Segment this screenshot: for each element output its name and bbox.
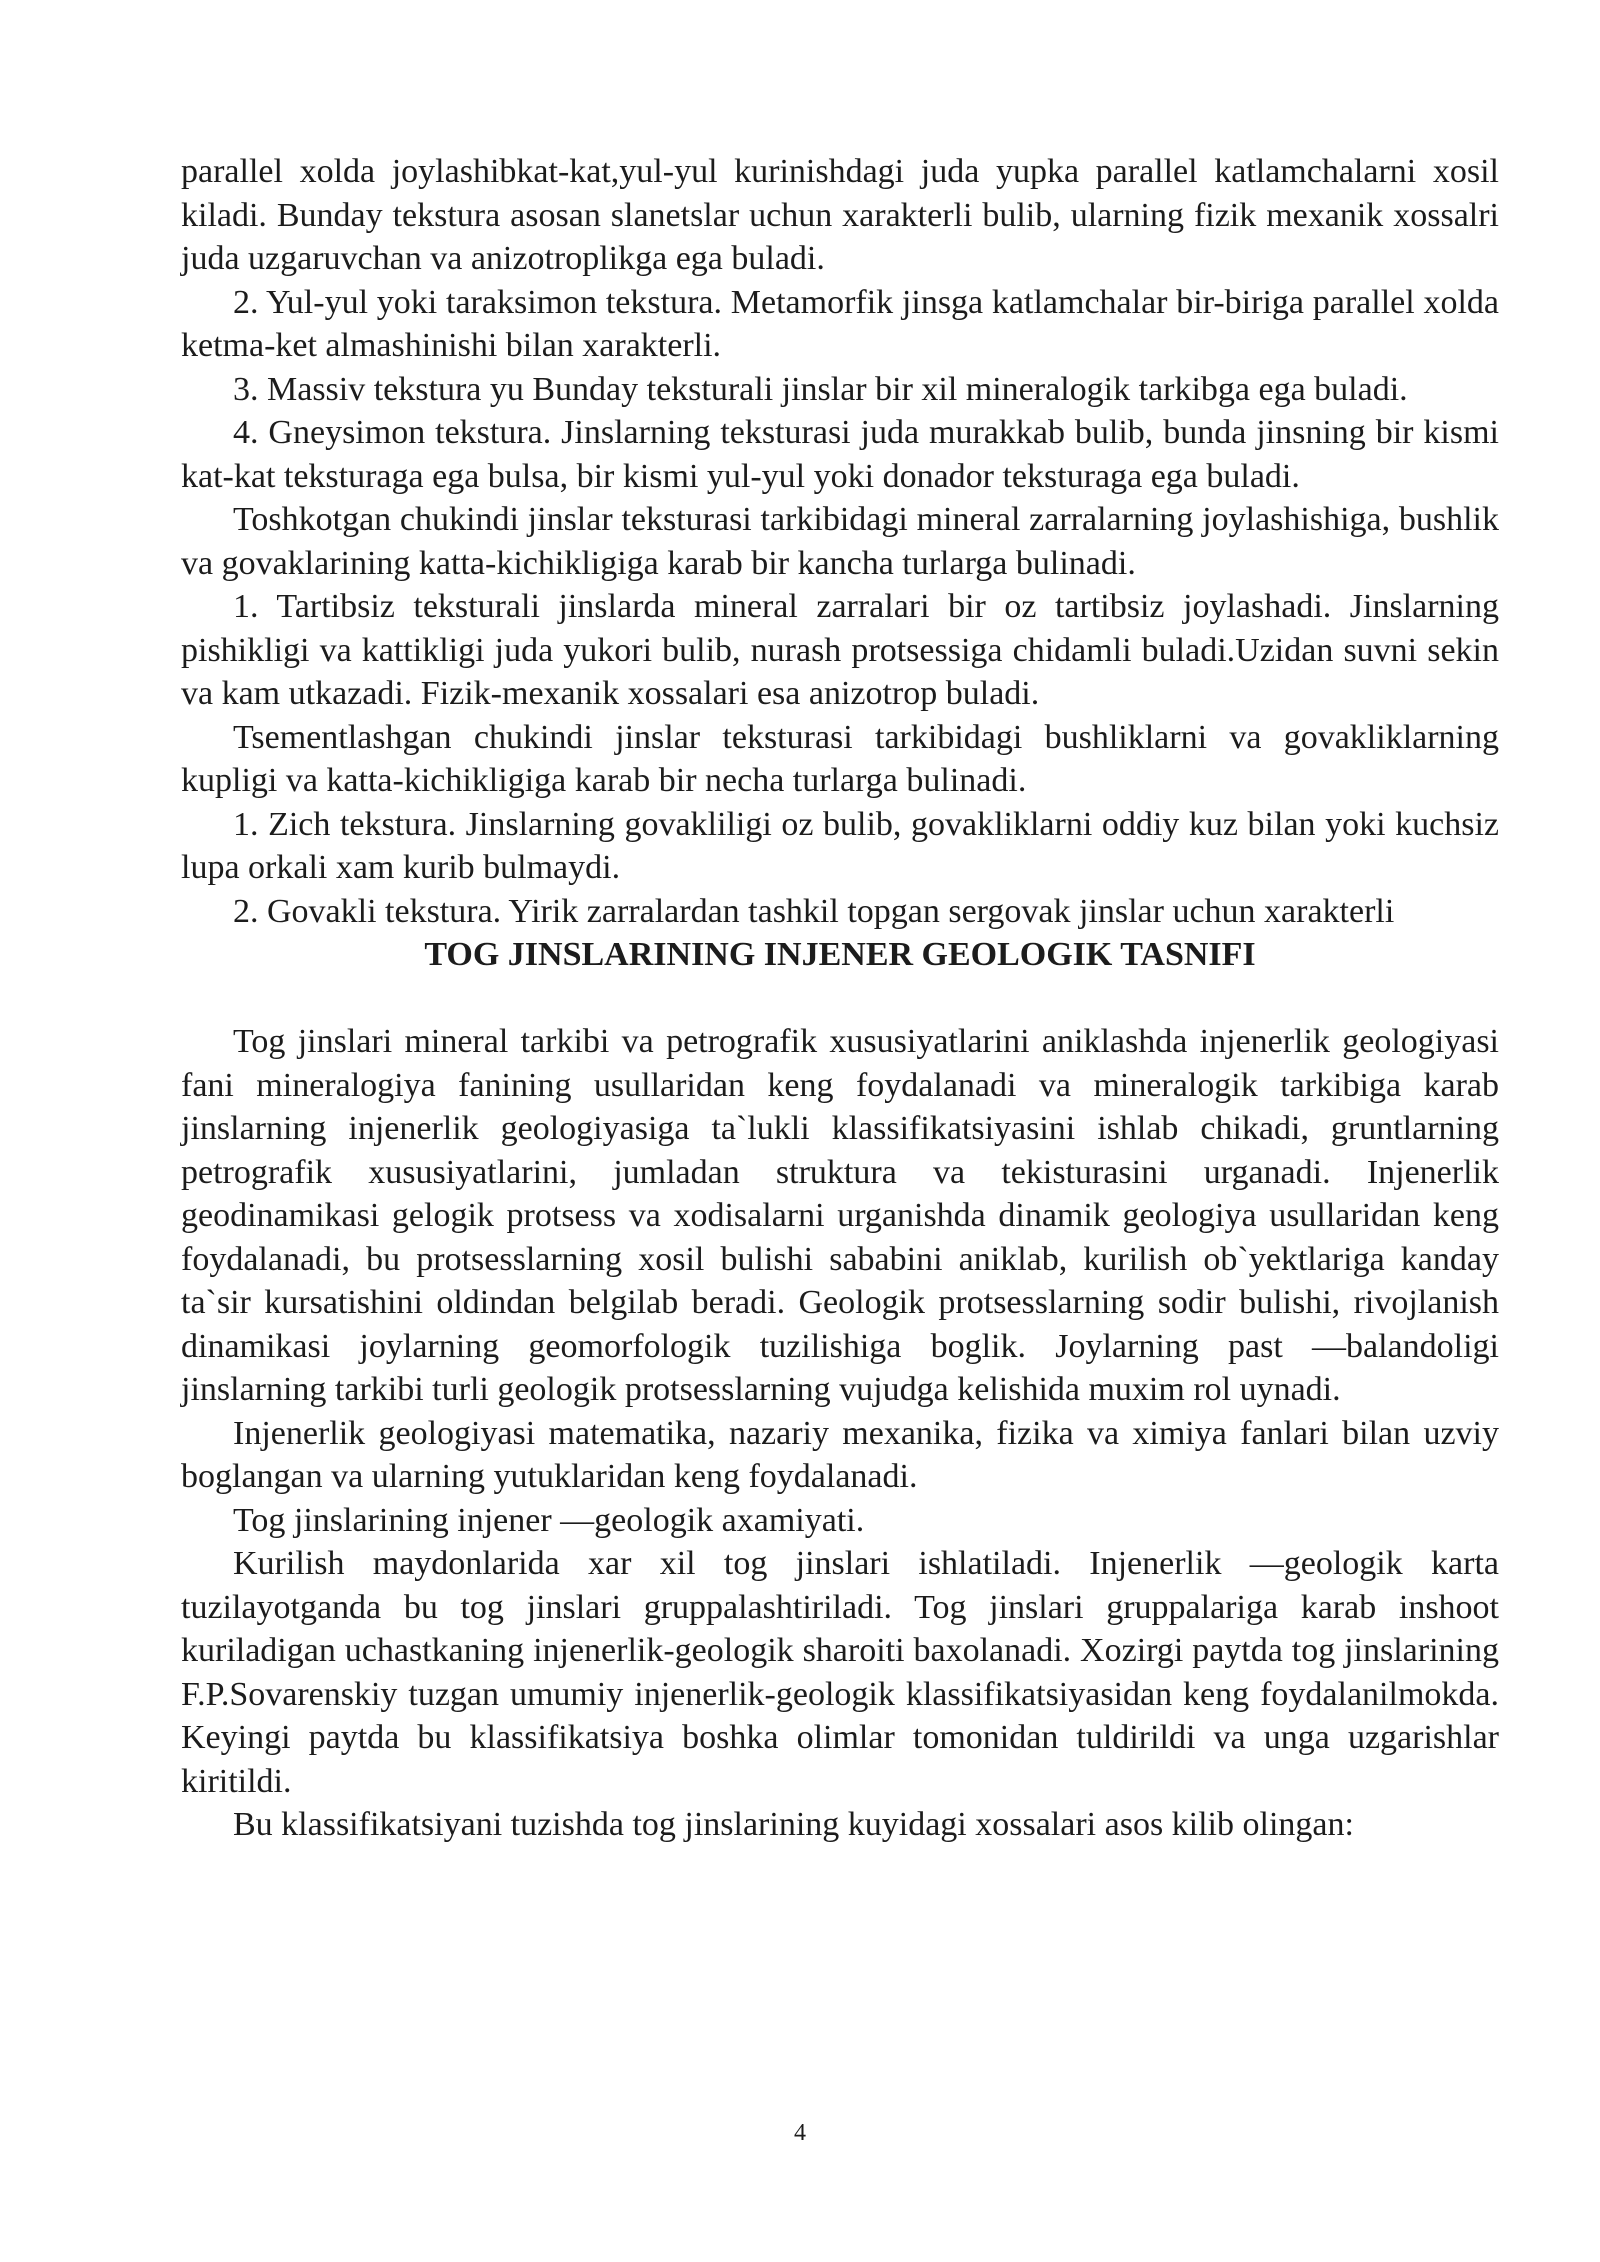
paragraph: Bu klassifikatsiyani tuzishda tog jinslarining kuyidagi xossalari asos kilib olingan:: [233, 1806, 1354, 1843]
paragraph: 2. Yul-yul yoki taraksimon tekstura. Metamorfik jinsga katlamchalar bir-biriga parallel xolda ketma-ket almashinishi bilan xarakterli.: [181, 283, 1499, 364]
paragraph: 2. Govakli tekstura. Yirik zarralardan tashkil topgan sergovak jinslar uchun xarakterli: [233, 892, 1395, 930]
paragraph: Injenerlik geologiyasi matematika, nazariy mexanika, fizika va ximiya fanlari bilan uzviy boglangan va ularning yutuklaridan keng foydalanadi.: [181, 1414, 1499, 1495]
page-number: 4: [794, 2120, 806, 2146]
paragraph: Toshkotgan chukindi jinslar teksturasi tarkibidagi mineral zarralarning joylashishiga, bushlik va govaklarining katta-kichikligiga karab bir kancha turlarga bulinadi.: [181, 501, 1499, 582]
document-page: [181, 150, 1499, 1847]
paragraph: Tsementlashgan chukindi jinslar teksturasi tarkibidagi bushliklarni va govakliklarning kupligi va katta-kichikligiga karab bir necha turlarga bulinadi.: [181, 718, 1499, 799]
paragraph: Kurilish maydonlarida xar xil tog jinslari ishlatiladi. Injenerlik —geologik karta tuzilayotganda bu tog jinslari gruppalashtiriladi. Tog jinslari gruppalariga karab inshoot kuriladigan uchastkaning injenerlik-geologik sharoiti baxolanadi. Xozirgi paytda tog jinslarining F.P.Sovarenskiy tuzgan umumiy injenerlik-geologik klassifikatsiyasidan keng foydalanilmokda. Keyingi paytda bu klassifikatsiya boshka olimlar tomonidan tuldirildi va unga uzgarishlar kiritildi.: [181, 1545, 1499, 1800]
paragraph: Tog jinslari mineral tarkibi va petrografik xususiyatlarini aniklashda injenerlik geologiyasi fani mineralogiya fanining usullaridan keng foydalanadi va mineralogik tarkibiga karab jinslarning injenerlik geologiyasiga ta`lukli klassifikatsiyasini ishlab chikadi, gruntlarning petrografik xususiyatlarini, jumladan struktura va tekisturasini urganadi. Injenerlik geodinamikasi gelogik protsess va xodisalarni urganishda dinamik geologiya usullaridan keng foydalanadi, bu protsesslarning xosil bulishi sababini aniklab, kurilish ob`yektlariga kanday ta`sir kursatishini oldindan belgilab beradi. Geologik protsesslarning sodir bulishi, rivojlanish dinamikasi joylarning geomorfologik tuzilishiga boglik. Joylarning past —balandoligi jinslarning tarkibi turli geologik protsesslarning vujudga kelishida muxim rol uynadi.: [181, 1023, 1499, 1408]
paragraph: 1. Zich tekstura. Jinslarning govakliligi oz bulib, govakliklarni oddiy kuz bilan yoki kuchsiz lupa orkali xam kurib bulmaydi.: [181, 805, 1499, 886]
paragraph: 1. Tartibsiz teksturali jinslarda mineral zarralari bir oz tartibsiz joylashadi. Jinslarning pishikligi va kattikligi juda yukori bulib, nurash protsessiga chidamli buladi.Uzidan suvni sekin va kam utkazadi. Fizik-mexanik xossalari esa anizotrop buladi.: [181, 588, 1499, 712]
section-heading: TOG JINSLARINING INJENER GEOLOGIK TASNIFI: [424, 936, 1256, 973]
paragraph: parallel xolda joylashibkat-kat,yul-yul kurinishdagi juda yupka parallel katlamchalarni xosil kiladi. Bunday tekstura asosan slanetslar uchun xarakterli bulib, ularning fizik mexanik xossalri juda uzgaruvchan va anizotroplikga ega buladi.: [181, 153, 1499, 277]
paragraph: Tog jinslarining injener —geologik axamiyati.: [233, 1501, 865, 1539]
paragraph: 4. Gneysimon tekstura. Jinslarning teksturasi juda murakkab bulib, bunda jinsning bir kismi kat-kat teksturaga ega bulsa, bir kismi yul-yul yoki donador teksturaga ega buladi.: [181, 414, 1499, 495]
paragraph: 3. Massiv tekstura yu Bunday teksturali jinslar bir xil mineralogik tarkibga ega buladi.: [233, 370, 1408, 408]
